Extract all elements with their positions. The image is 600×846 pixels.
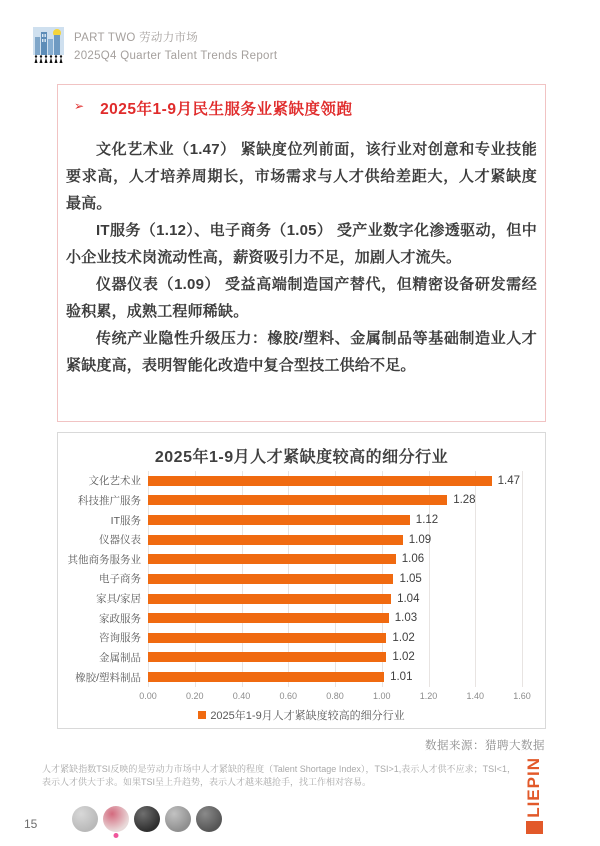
arrow-bullet-icon: ➢ [74,99,85,113]
chart-x-axis [139,691,531,703]
bar-value-label: 1.47 [497,474,520,487]
x-axis-tick: 1.20 [419,691,438,701]
bar [148,633,386,643]
avatar-icon-5-image [196,806,222,832]
bar-value-label: 1.01 [390,671,413,684]
avatar-icon-4[interactable] [165,806,191,832]
x-axis-tick: 1.00 [372,691,391,701]
bar [148,652,386,662]
chart-rows [67,471,522,687]
avatar-icon-2[interactable] [103,806,129,832]
bar-value-label: 1.06 [401,553,425,566]
avatar-icon-1[interactable] [72,806,98,832]
chart-title: 2025年1-9月人才紧缺度较高的细分行业 [154,449,449,466]
avatar-icon-1-image [72,806,98,832]
avatar-dock [72,806,222,832]
header-titles [74,29,277,62]
page-number: 15 [24,817,38,831]
page-header [33,27,277,63]
section-title-row [66,97,537,119]
legend-swatch-icon [198,711,206,719]
category-label: 家政服务 [99,612,141,625]
analysis-paragraph: IT服务（1.12）、电子商务（1.05） 受产业数字化渗透驱动，但中小企业技术岗流动性高，薪资吸引力不足，加剧人才流失。 [66,222,537,266]
bar [148,613,389,623]
x-axis-tick: 0.60 [279,691,298,701]
city-skyline-icon [33,27,64,63]
bar [148,476,492,486]
analysis-paragraph: 文化艺术业（1.47） 紧缺度位列前面，该行业对创意和专业技能要求高，人才培养周期长，市场需求与人才供给差距大，人才紧缺度最高。 [66,141,537,212]
bar-value-label: 1.28 [453,494,476,507]
bar-row [67,550,522,569]
category-label: IT服务 [110,514,141,527]
avatar-icon-5[interactable] [196,806,222,832]
bar-row [99,530,522,549]
footnote: 人才紧缺指数TSI反映的是劳动力市场中人才紧缺的程度（Talent Shortage Index），TSI>1,表示人才供不应求；TSI<1，表示人才供大于求。如果TSI呈上升趋势，表示人才越来越抢手，找工作相对容易。 [42,764,516,787]
bar-row [99,648,522,667]
liepin-logo-square-icon [526,821,543,834]
category-label: 咨询服务 [99,632,141,645]
gridline [522,471,523,687]
category-label: 金属制品 [99,651,141,664]
analysis-box [57,84,546,422]
x-axis-tick: 1.40 [466,691,485,701]
bar-value-label: 1.02 [392,631,415,644]
bar-value-label: 1.04 [397,592,420,605]
analysis-paragraph: 传统产业隐性升级压力：橡胶/塑料、金属制品等基础制造业人才紧缺度高，表明智能化改造中复合型技工供给不足。 [66,330,537,374]
avatar-icon-3-image [134,806,160,832]
bar-row [99,569,522,588]
active-indicator-dot [114,833,119,838]
bar-value-label: 1.12 [415,514,439,527]
section-body [66,136,537,379]
bar-row [75,668,522,687]
bar-row [110,511,522,530]
x-axis-tick: 1.60 [513,691,531,701]
avatar-icon-4-image [165,806,191,832]
liepin-logo [524,757,544,834]
bar-row [96,589,522,608]
x-axis-tick: 0.80 [326,691,344,701]
bar [148,574,393,584]
report-label: 2025Q4 Quarter Talent Trends Report [74,49,278,62]
bar-row [99,609,522,628]
chart-plot-area [67,471,522,687]
category-label: 家具/家居 [96,593,141,606]
part-label: PART TWO 劳动力市场 [74,31,199,44]
category-label: 其他商务服务业 [67,553,141,566]
legend-label: 2025年1-9月人才紧缺度较高的细分行业 [210,710,405,722]
bar [148,535,403,545]
bar [148,594,391,604]
x-axis-tick: 0.40 [232,691,251,701]
bar-value-label: 1.02 [392,651,415,664]
liepin-logo-text: LIEPIN [524,757,543,818]
analysis-paragraph: 仪器仪表（1.09） 受益高端制造国产替代，但精密设备研发需经验积累，成熟工程师稀缺。 [66,276,537,320]
bar-row [99,628,522,647]
category-label: 橡胶/塑料制品 [75,671,141,684]
bar [148,495,447,505]
x-axis-tick: 0.00 [139,691,157,701]
bar-value-label: 1.09 [408,533,432,546]
avatar-icon-2-image [103,806,129,832]
category-label: 科技推广服务 [78,494,141,507]
chart-panel [57,432,546,729]
x-axis-tick: 0.20 [185,691,204,701]
chart-legend [58,707,545,723]
category-label: 仪器仪表 [99,534,141,547]
section-title: 2025年1-9月民生服务业紧缺度领跑 [100,101,353,118]
bar [148,554,396,564]
bar-row [88,471,522,490]
avatar-icon-3[interactable] [134,806,160,832]
bar-row [78,491,522,510]
bar-value-label: 1.03 [394,612,418,625]
bar [148,515,410,525]
data-source: 数据来源：猎聘大数据 [425,740,545,752]
category-label: 电子商务 [99,573,141,586]
category-label: 文化艺术业 [88,475,141,488]
bar [148,672,384,682]
bar-value-label: 1.05 [399,572,422,585]
